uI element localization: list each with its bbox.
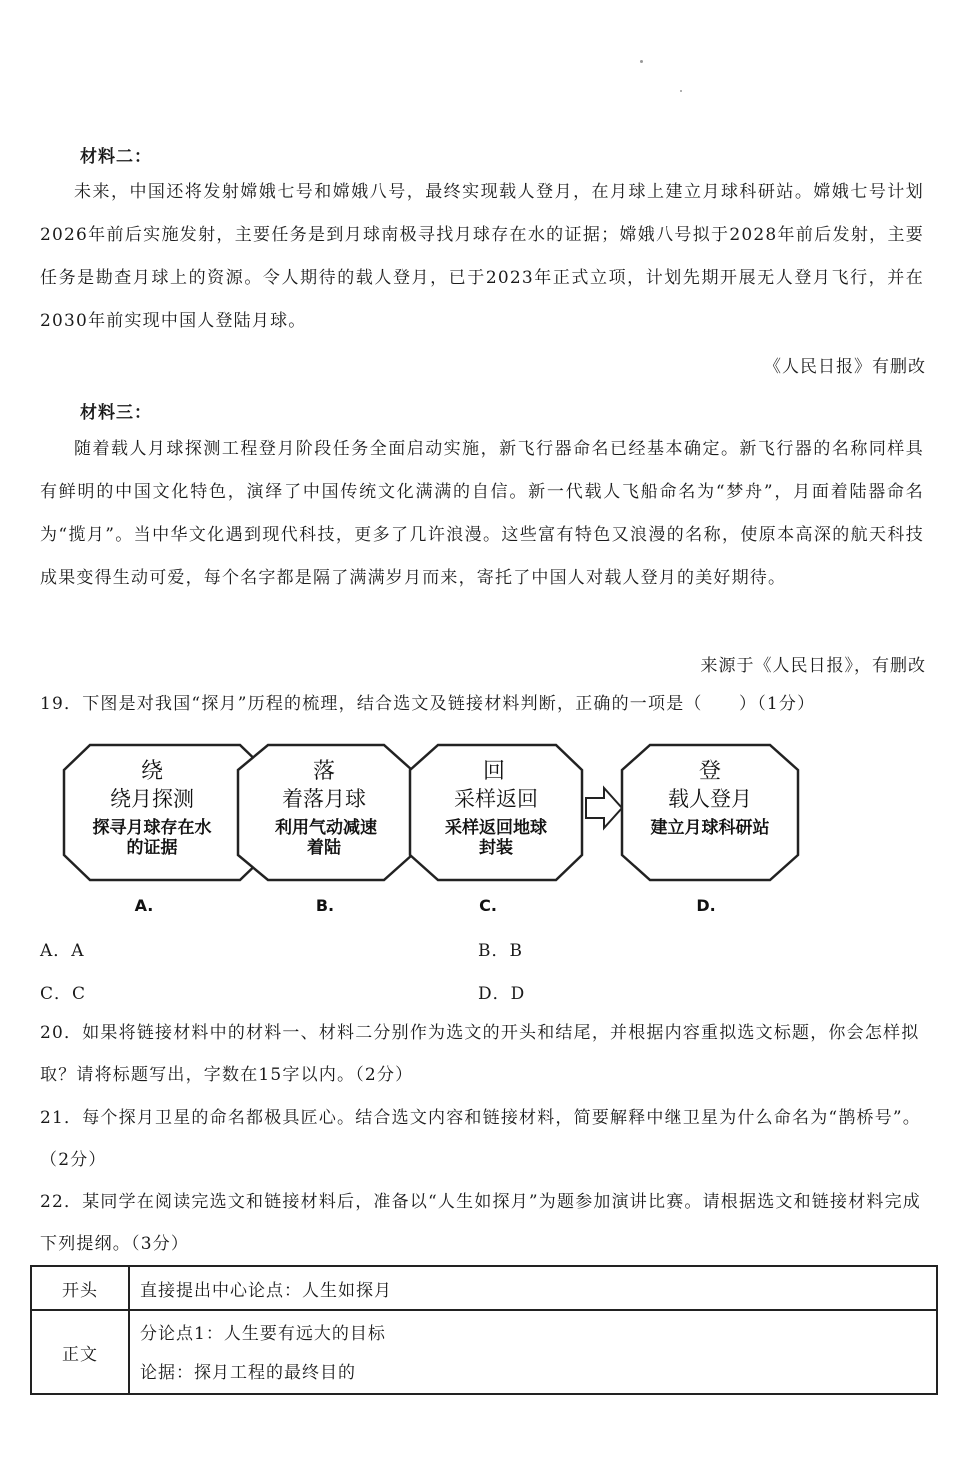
hex-b-desc2: 着陆 [307, 838, 341, 858]
moon-exploration-diagram [0, 740, 972, 930]
hex-c-letter: C. [479, 896, 497, 915]
hex-b-desc1: 利用气动减速 [275, 818, 377, 838]
hex-c-desc1: 采样返回地球 [445, 818, 547, 838]
hex-b-big: 落 [312, 759, 336, 784]
material3-text: 随着载人月球探测工程登月阶段任务全面启动实施，新飞行器命名已经基本确定。新飞行器的名称同样具有鲜明的中国文化特色，演绎了中国传统文化满满的自信。新一代载人飞船命名为“梦舟”，月面着陆器命名为“揽月”。当中华文化遇到现代科技，更多了几许浪漫。这些富有特色又浪漫的名称，使原本高深的航天科技成果变得生动可爱，每个名字都是隔了满满岁月而来，寄托了中国人对载人登月的美好期待。 [40, 439, 924, 588]
hexagon-a [64, 745, 266, 880]
q19-option-a[interactable]: A．A [40, 941, 85, 961]
scan-speck [680, 90, 682, 92]
hex-c-title: 采样返回 [454, 787, 538, 811]
hex-a-letter: A. [134, 896, 154, 915]
material2-source: 《人民日报》有删改 [764, 357, 926, 377]
outline-row-body [31, 1310, 937, 1394]
material3-label: 材料三： [80, 403, 152, 423]
hex-a-big: 绕 [140, 759, 164, 784]
outline-evidence: 论据：探月工程的最终目的 [140, 1363, 356, 1383]
hex-d-letter: D. [696, 896, 716, 915]
outline-head-body: 正文 [31, 1310, 129, 1394]
outline-sub-point: 分论点1：人生要有远大的目标 [140, 1324, 386, 1344]
arrow-right-icon [586, 788, 622, 828]
hex-b-letter: B. [315, 896, 335, 915]
hex-d-big: 登 [698, 759, 722, 784]
hex-b-title: 着落月球 [282, 787, 366, 811]
hex-c-desc2: 封装 [479, 838, 513, 858]
q19-option-d[interactable]: D．D [478, 984, 526, 1004]
q19-stem: 19．下图是对我国“探月”历程的梳理，结合选文及链接材料判断，正确的一项是（ ）（1分） [40, 694, 816, 714]
material2-text: 未来，中国还将发射嫦娥七号和嫦娥八号，最终实现载人登月，在月球上建立月球科研站。嫦娥七号计划2026年前后实施发射，主要任务是到月球南极寻找月球存在水的证据；嫦娥八号拟于2028年前后发射，主要任务是勘查月球上的资源。令人期待的载人登月，已于2023年正式立项，计划先期开展无人登月飞行，并在2030年前实现中国人登陆月球。 [40, 182, 924, 331]
hex-c-big: 回 [482, 759, 506, 784]
outline-body-main [129, 1310, 937, 1394]
q20-stem: 20．如果将链接材料中的材料一、材料二分别作为选文的开头和结尾，并根据内容重拟选文标题，你会怎样拟取？请将标题写出，字数在15字以内。（2分） [40, 1023, 920, 1085]
scan-speck [640, 60, 643, 63]
q19-option-b[interactable]: B．B [478, 941, 523, 961]
hex-a-desc2: 的证据 [126, 838, 178, 858]
outline-body-opening: 直接提出中心论点：人生如探月 [129, 1266, 937, 1310]
hex-d-title: 载人登月 [668, 787, 752, 811]
hex-a-title: 绕月探测 [110, 787, 194, 811]
q22-stem: 22．某同学在阅读完选文和链接材料后，准备以“人生如探月”为题参加演讲比赛。请根据选文和链接材料完成下列提纲。（3分） [40, 1192, 922, 1254]
hex-a-desc1: 探寻月球存在水 [92, 818, 212, 838]
hex-d-desc1: 建立月球科研站 [650, 818, 770, 838]
outline-row-opening [31, 1266, 937, 1310]
material2-label: 材料二： [80, 147, 152, 167]
material3-source: 来源于《人民日报》，有删改 [700, 656, 926, 676]
speech-outline-table [30, 1265, 938, 1395]
outline-head-opening: 开头 [31, 1266, 129, 1310]
q21-stem: 21．每个探月卫星的命名都极具匠心。结合选文内容和链接材料，简要解释中继卫星为什么命名为“鹊桥号”。（2分） [40, 1108, 922, 1170]
q19-option-c[interactable]: C．C [40, 984, 87, 1004]
